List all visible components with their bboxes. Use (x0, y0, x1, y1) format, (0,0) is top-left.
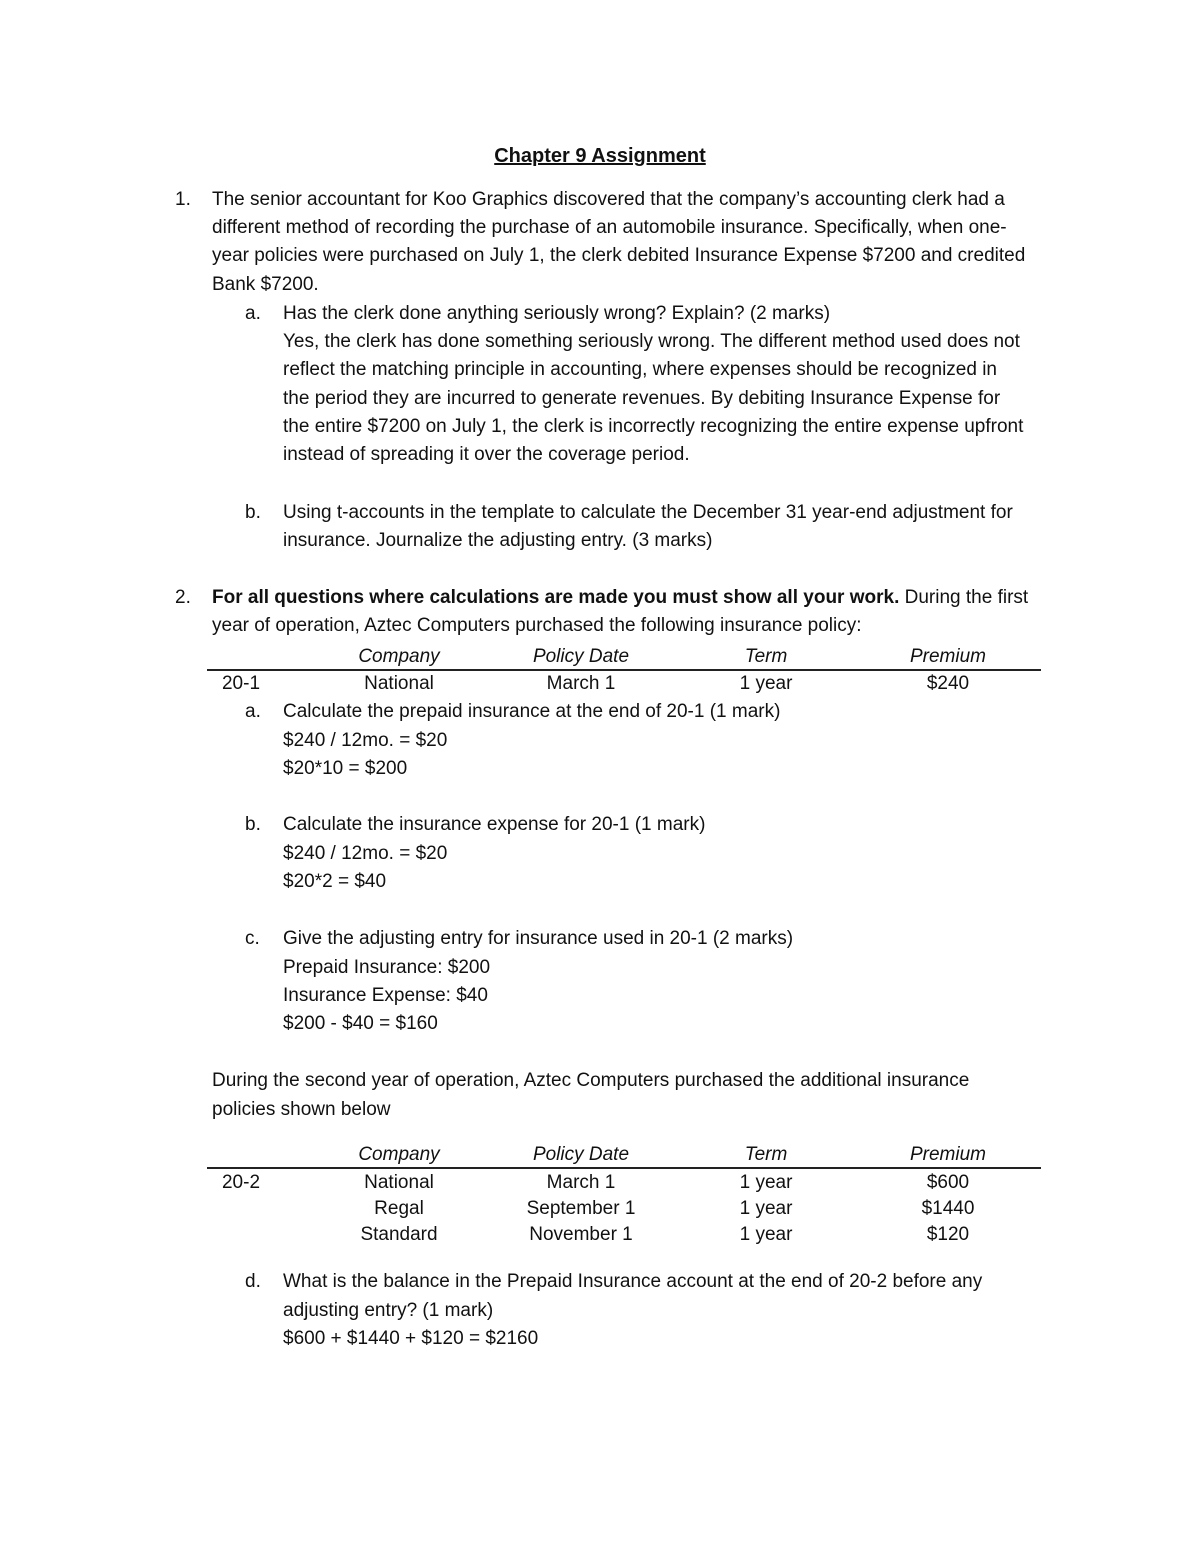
header-premium: Premium (909, 646, 986, 667)
cell-premium: $240 (926, 673, 970, 694)
q1a-answer-line: the entire $7200 on July 1, the clerk is incorrectly recognizing the entire expense upfront (283, 416, 1024, 437)
cell-date: November 1 (529, 1224, 633, 1245)
q2a-answer-line: $240 / 12mo. = $20 (283, 730, 448, 751)
q1-line: year policies were purchased on July 1, the clerk debited Insurance Expense $7200 and credited (212, 245, 1026, 266)
q2c-question: Give the adjusting entry for insurance used in 20-1 (2 marks) (283, 928, 794, 949)
q2d-letter: d. (245, 1271, 261, 1292)
q2-number: 2. (175, 587, 191, 608)
q2c-answer-line: Insurance Expense: $40 (283, 985, 488, 1006)
q1a-answer-line: Yes, the clerk has done something seriously wrong. The different method used does not (283, 331, 1020, 352)
q2c-answer-line: $200 - $40 = $160 (283, 1013, 438, 1034)
cell-company: National (364, 1172, 434, 1193)
cell-company: Regal (374, 1198, 424, 1219)
q1a-question: Has the clerk done anything seriously wrong? Explain? (2 marks) (283, 303, 831, 324)
cell-premium: $120 (926, 1224, 970, 1245)
page-title: Chapter 9 Assignment (494, 145, 706, 167)
cell-premium: $600 (926, 1172, 970, 1193)
q2a-letter: a. (245, 701, 261, 722)
cell-term: 1 year (739, 673, 793, 694)
q2a-answer-line: $20*10 = $200 (283, 758, 408, 779)
q2b-question: Calculate the insurance expense for 20-1 (1 mark) (283, 814, 706, 835)
cell-year: 20-1 (221, 673, 261, 694)
cell-date: March 1 (546, 673, 616, 694)
q1-line: different method of recording the purchase of an automobile insurance. Specifically, when one- (212, 217, 1007, 238)
header-policy-date: Policy Date (532, 1144, 630, 1165)
cell-company: National (364, 673, 434, 694)
q2c-answer-line: Prepaid Insurance: $200 (283, 957, 491, 978)
header-company: Company (358, 646, 440, 667)
cell-date: September 1 (526, 1198, 636, 1219)
second-year-line: During the second year of operation, Aztec Computers purchased the additional insurance (212, 1070, 970, 1091)
q1-number: 1. (175, 189, 191, 210)
q2c-letter: c. (245, 928, 260, 949)
second-year-line: policies shown below (212, 1099, 391, 1120)
q2d-line: What is the balance in the Prepaid Insurance account at the end of 20-2 before any (283, 1271, 983, 1292)
q1b-letter: b. (245, 502, 261, 523)
cell-term: 1 year (739, 1224, 793, 1245)
table-row (207, 1170, 1041, 1196)
cell-year: 20-2 (221, 1172, 261, 1193)
q2d-line: adjusting entry? (1 mark) (283, 1300, 494, 1321)
cell-company: Standard (360, 1224, 438, 1245)
cell-term: 1 year (739, 1198, 793, 1219)
q2-intro-bold: For all questions where calculations are made you must show all your work. (212, 587, 900, 608)
q2-intro-rest: During the first (899, 587, 1029, 608)
cell-date: March 1 (546, 1172, 616, 1193)
q2a-question: Calculate the prepaid insurance at the end of 20-1 (1 mark) (283, 701, 781, 722)
cell-term: 1 year (739, 1172, 793, 1193)
table-row (207, 1196, 1041, 1222)
q1a-answer-line: the period they are incurred to generate revenues. By debiting Insurance Expense for (283, 388, 1001, 409)
q2b-answer-line: $20*2 = $40 (283, 871, 387, 892)
header-policy-date: Policy Date (532, 646, 630, 667)
q1b-line: Using t-accounts in the template to calculate the December 31 year-end adjustment for (283, 502, 1013, 523)
q1a-answer-line: instead of spreading it over the coverage period. (283, 444, 690, 465)
header-term: Term (744, 1144, 788, 1165)
header-premium: Premium (909, 1144, 986, 1165)
q1a-answer-line: reflect the matching principle in accounting, where expenses should be recognized in (283, 359, 997, 380)
q1-line: The senior accountant for Koo Graphics discovered that the company’s accounting clerk had a (212, 189, 1005, 210)
q2d-answer-line: $600 + $1440 + $120 = $2160 (283, 1328, 539, 1349)
q1-line: Bank $7200. (212, 274, 319, 295)
q2b-answer-line: $240 / 12mo. = $20 (283, 843, 448, 864)
table-row (207, 671, 1041, 697)
header-term: Term (744, 646, 788, 667)
table-header (207, 644, 1041, 670)
q1a-letter: a. (245, 303, 261, 324)
q1b-line: insurance. Journalize the adjusting entry. (3 marks) (283, 530, 713, 551)
table-rule (207, 1167, 1041, 1169)
q2b-letter: b. (245, 814, 261, 835)
q2-intro (212, 584, 1028, 612)
header-company: Company (358, 1144, 440, 1165)
cell-premium: $1440 (921, 1198, 975, 1219)
q2-intro-line2: year of operation, Aztec Computers purchased the following insurance policy: (212, 615, 862, 636)
table-row (207, 1222, 1041, 1248)
table-header (207, 1142, 1041, 1168)
